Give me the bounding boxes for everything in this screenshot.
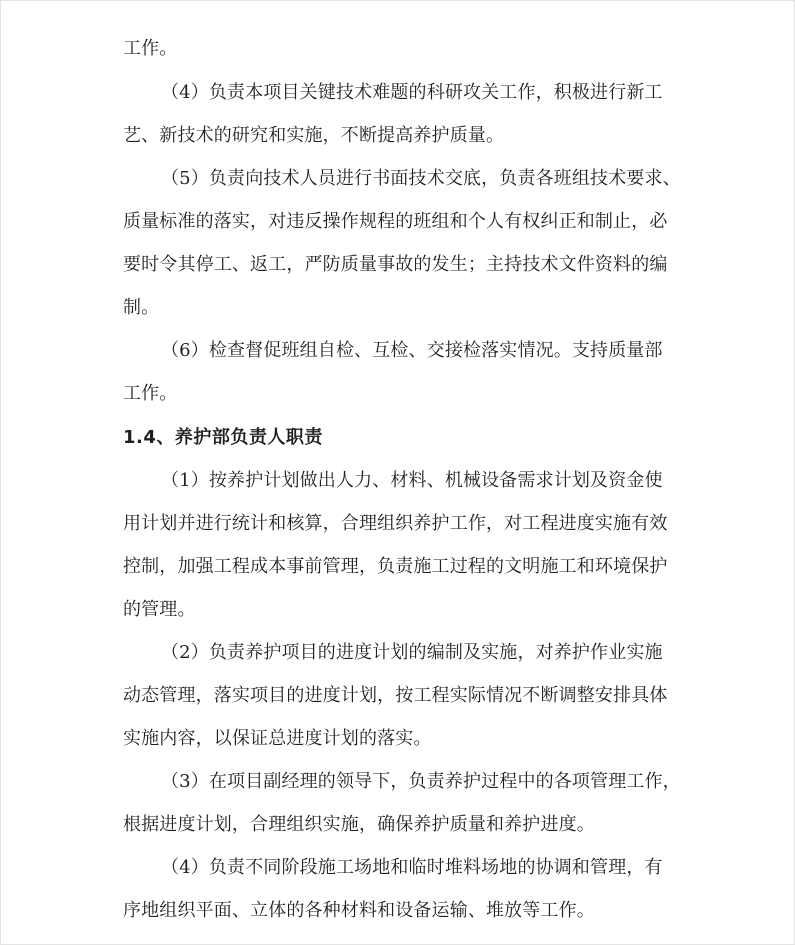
text-line: 用计划并进行统计和核算，合理组织养护工作，对工程进度实施有效 xyxy=(123,513,668,534)
text-line: （2）负责养护项目的进度计划的编制及实施，对养护作业实施 xyxy=(161,642,663,663)
text-line: 序地组织平面、立体的各种材料和设备运输、堆放等工作。 xyxy=(123,900,595,921)
text-line: 质量标准的落实，对违反操作规程的班组和个人有权纠正和制止，必 xyxy=(123,211,668,232)
text-line: （3）在项目副经理的领导下，负责养护过程中的各项管理工作， xyxy=(161,771,681,792)
text-line: （4）负责不同阶段施工场地和临时堆料场地的协调和管理，有 xyxy=(161,857,663,878)
text-line: （5）负责向技术人员进行书面技术交底，负责各班组技术要求、 xyxy=(161,168,681,189)
text-line: （4）负责本项目关键技术难题的科研攻关工作，积极进行新工 xyxy=(161,82,663,103)
text-line: 控制，加强工程成本事前管理，负责施工过程的文明施工和环境保护 xyxy=(123,556,668,577)
text-line: 制。 xyxy=(123,297,160,318)
text-line: （1）按养护计划做出人力、材料、机械设备需求计划及资金使 xyxy=(161,470,663,491)
text-line: 工作。 xyxy=(123,383,178,404)
text-line: 根据进度计划，合理组织实施，确保养护质量和养护进度。 xyxy=(123,814,595,835)
text-line: （6）检查督促班组自检、互检、交接检落实情况。支持质量部 xyxy=(161,340,663,361)
text-line: 要时令其停工、返工，严防质量事故的发生；主持技术文件资料的编 xyxy=(123,254,668,275)
text-line: 艺、新技术的研究和实施，不断提高养护质量。 xyxy=(123,125,505,146)
text-line: 的管理。 xyxy=(123,599,196,620)
text-line: 动态管理，落实项目的进度计划，按工程实际情况不断调整安排具体 xyxy=(123,685,668,706)
text-line: 工作。 xyxy=(123,38,178,59)
text-line: 实施内容，以保证总进度计划的落实。 xyxy=(123,728,432,749)
section-heading: 1.4、养护部负责人职责 xyxy=(123,427,323,448)
